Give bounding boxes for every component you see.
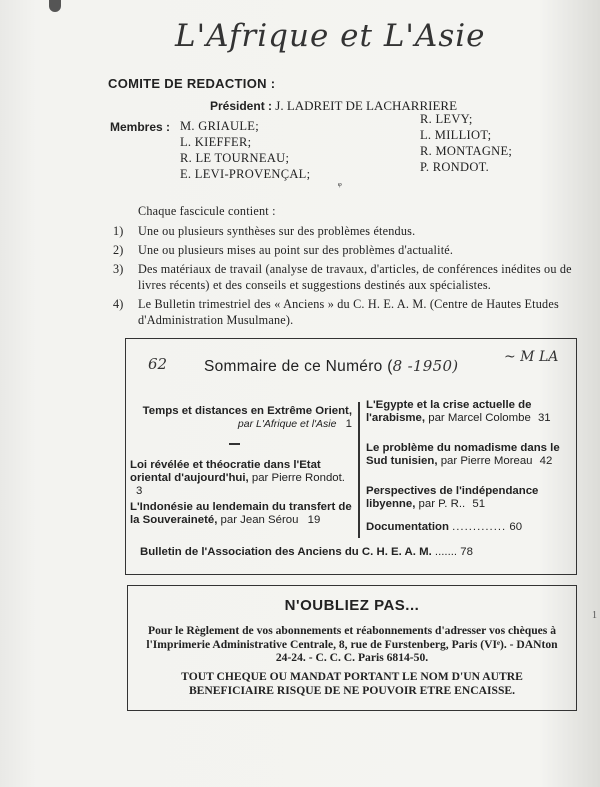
members-left-column xyxy=(180,118,310,182)
toc-entry xyxy=(366,442,566,468)
entry-title: Documentation xyxy=(366,521,449,533)
bulletin-entry: Bulletin de l'Association des Anciens du C. H. E. A. M. ....... 78 xyxy=(140,546,473,558)
member-name: R. LEVY; xyxy=(420,112,473,126)
entry-page: 3 xyxy=(136,485,143,497)
toc-entry xyxy=(366,399,566,425)
sommaire-title xyxy=(204,357,458,376)
notice-box xyxy=(127,585,577,711)
separator-dash xyxy=(229,443,240,445)
sommaire-title-text: Sommaire de ce Numéro ( xyxy=(204,358,393,375)
entry-title: Perspectives de l'indépendance libyenne, xyxy=(366,485,539,510)
entry-page: 31 xyxy=(537,412,551,424)
entry-page: 1 xyxy=(345,418,352,430)
entry-author: par Pierre Moreau xyxy=(440,455,533,467)
member-name: P. RONDOT. xyxy=(420,160,490,174)
journal-title: L'Afrique et L'Asie xyxy=(175,18,486,54)
member-name: R. LE TOURNEAU; xyxy=(180,151,290,165)
committee-heading: COMITE DE REDACTION : xyxy=(108,76,276,91)
entry-author: par Marcel Colombe xyxy=(428,412,531,424)
column-divider xyxy=(358,402,360,538)
entry-author: par L'Afrique et l'Asie xyxy=(237,418,337,430)
entry-page: 19 xyxy=(307,514,321,526)
list-item xyxy=(113,296,583,328)
item-number: 1) xyxy=(113,224,124,238)
entry-page: 60 xyxy=(509,521,523,533)
toc-entry xyxy=(366,485,566,511)
contents-intro: Chaque fascicule contient : xyxy=(138,204,276,218)
toc-entry: Documentation ............. 60 xyxy=(366,521,523,533)
member-name: M. GRIAULE; xyxy=(180,119,259,133)
bulletin-title: Bulletin de l'Association des Anciens du C. H. E. A. M. xyxy=(140,546,432,558)
handwritten-note-right: ~ M LA xyxy=(504,349,559,365)
list-item xyxy=(113,223,583,239)
notice-paragraph: Pour le Règlement de vos abonnements et réabonnements d'adresser vos chèques à l'Imprimerie Administrative Centrale, 8, rue de Furstenberg, Paris (VIᵉ). - DANton 24-24. - C. C. C. Paris 6814-50. xyxy=(146,624,558,664)
sommaire-box xyxy=(125,338,577,575)
edge-mark: 1 xyxy=(592,610,597,621)
item-number: 4) xyxy=(113,297,124,311)
entry-title: Temps et distances en Extrême Orient, xyxy=(142,405,352,417)
entry-title: Loi révélée et théocratie dans l'Etat oriental d'aujourd'hui, xyxy=(130,459,321,484)
toc-entry xyxy=(130,459,352,498)
item-text: Des matériaux de travail (analyse de travaux, d'articles, de conférences inédites ou de livres récents) et des conseils et suggestions destinés aux spécialistes. xyxy=(138,262,572,292)
entry-page: 51 xyxy=(472,498,486,510)
list-item xyxy=(113,242,583,258)
binding-mark xyxy=(49,0,61,12)
entry-author: par Jean Sérou xyxy=(220,514,299,526)
item-text: Une ou plusieurs synthèses sur des problèmes étendus. xyxy=(138,224,416,238)
members-label: Membres : xyxy=(110,120,171,134)
handwritten-year: 8 -1950) xyxy=(392,357,459,375)
item-text: Le Bulletin trimestriel des « Anciens » du C. H. E. A. M. (Centre de Hautes Etudes d'Administration Musulmane). xyxy=(138,297,559,327)
handwritten-note-left: 62 xyxy=(148,355,168,373)
notice-heading: N'OUBLIEZ PAS... xyxy=(284,597,420,614)
bulletin-page: 78 xyxy=(460,546,473,558)
entry-title: L'Indonésie au lendemain du transfert de la Souveraineté, xyxy=(130,501,352,526)
item-number: 3) xyxy=(113,262,124,276)
entry-title: Le problème du nomadisme dans le Sud tunisien, xyxy=(366,442,560,467)
member-name: L. MILLIOT; xyxy=(420,128,492,142)
member-name: E. LEVI-PROVENÇAL; xyxy=(180,167,311,181)
toc-entry xyxy=(130,501,352,527)
entry-page: 42 xyxy=(539,455,553,467)
contents-list xyxy=(113,203,583,331)
member-name: R. MONTAGNE; xyxy=(420,144,513,158)
member-name: L. KIEFFER; xyxy=(180,135,252,149)
entry-author: par P. R.. xyxy=(418,498,466,510)
list-item xyxy=(113,261,583,293)
president-name: J. LADREIT DE LACHARRIERE xyxy=(275,98,458,113)
entry-title: L'Egypte et la crise actuelle de l'arabisme, xyxy=(366,399,532,424)
president-label: Président : xyxy=(210,99,273,113)
item-number: 2) xyxy=(113,243,124,257)
members-right-column xyxy=(420,111,512,175)
entry-author: par Pierre Rondot. xyxy=(251,472,345,484)
toc-entry xyxy=(130,405,352,431)
ornament-icon: ᵠ xyxy=(338,180,342,192)
notice-warning: TOUT CHEQUE OU MANDAT PORTANT LE NOM D'UN AUTRE BENEFICIAIRE RISQUE DE NE POUVOIR ETRE ENCAISSE. xyxy=(181,670,523,697)
item-text: Une ou plusieurs mises au point sur des problèmes d'actualité. xyxy=(138,243,454,257)
